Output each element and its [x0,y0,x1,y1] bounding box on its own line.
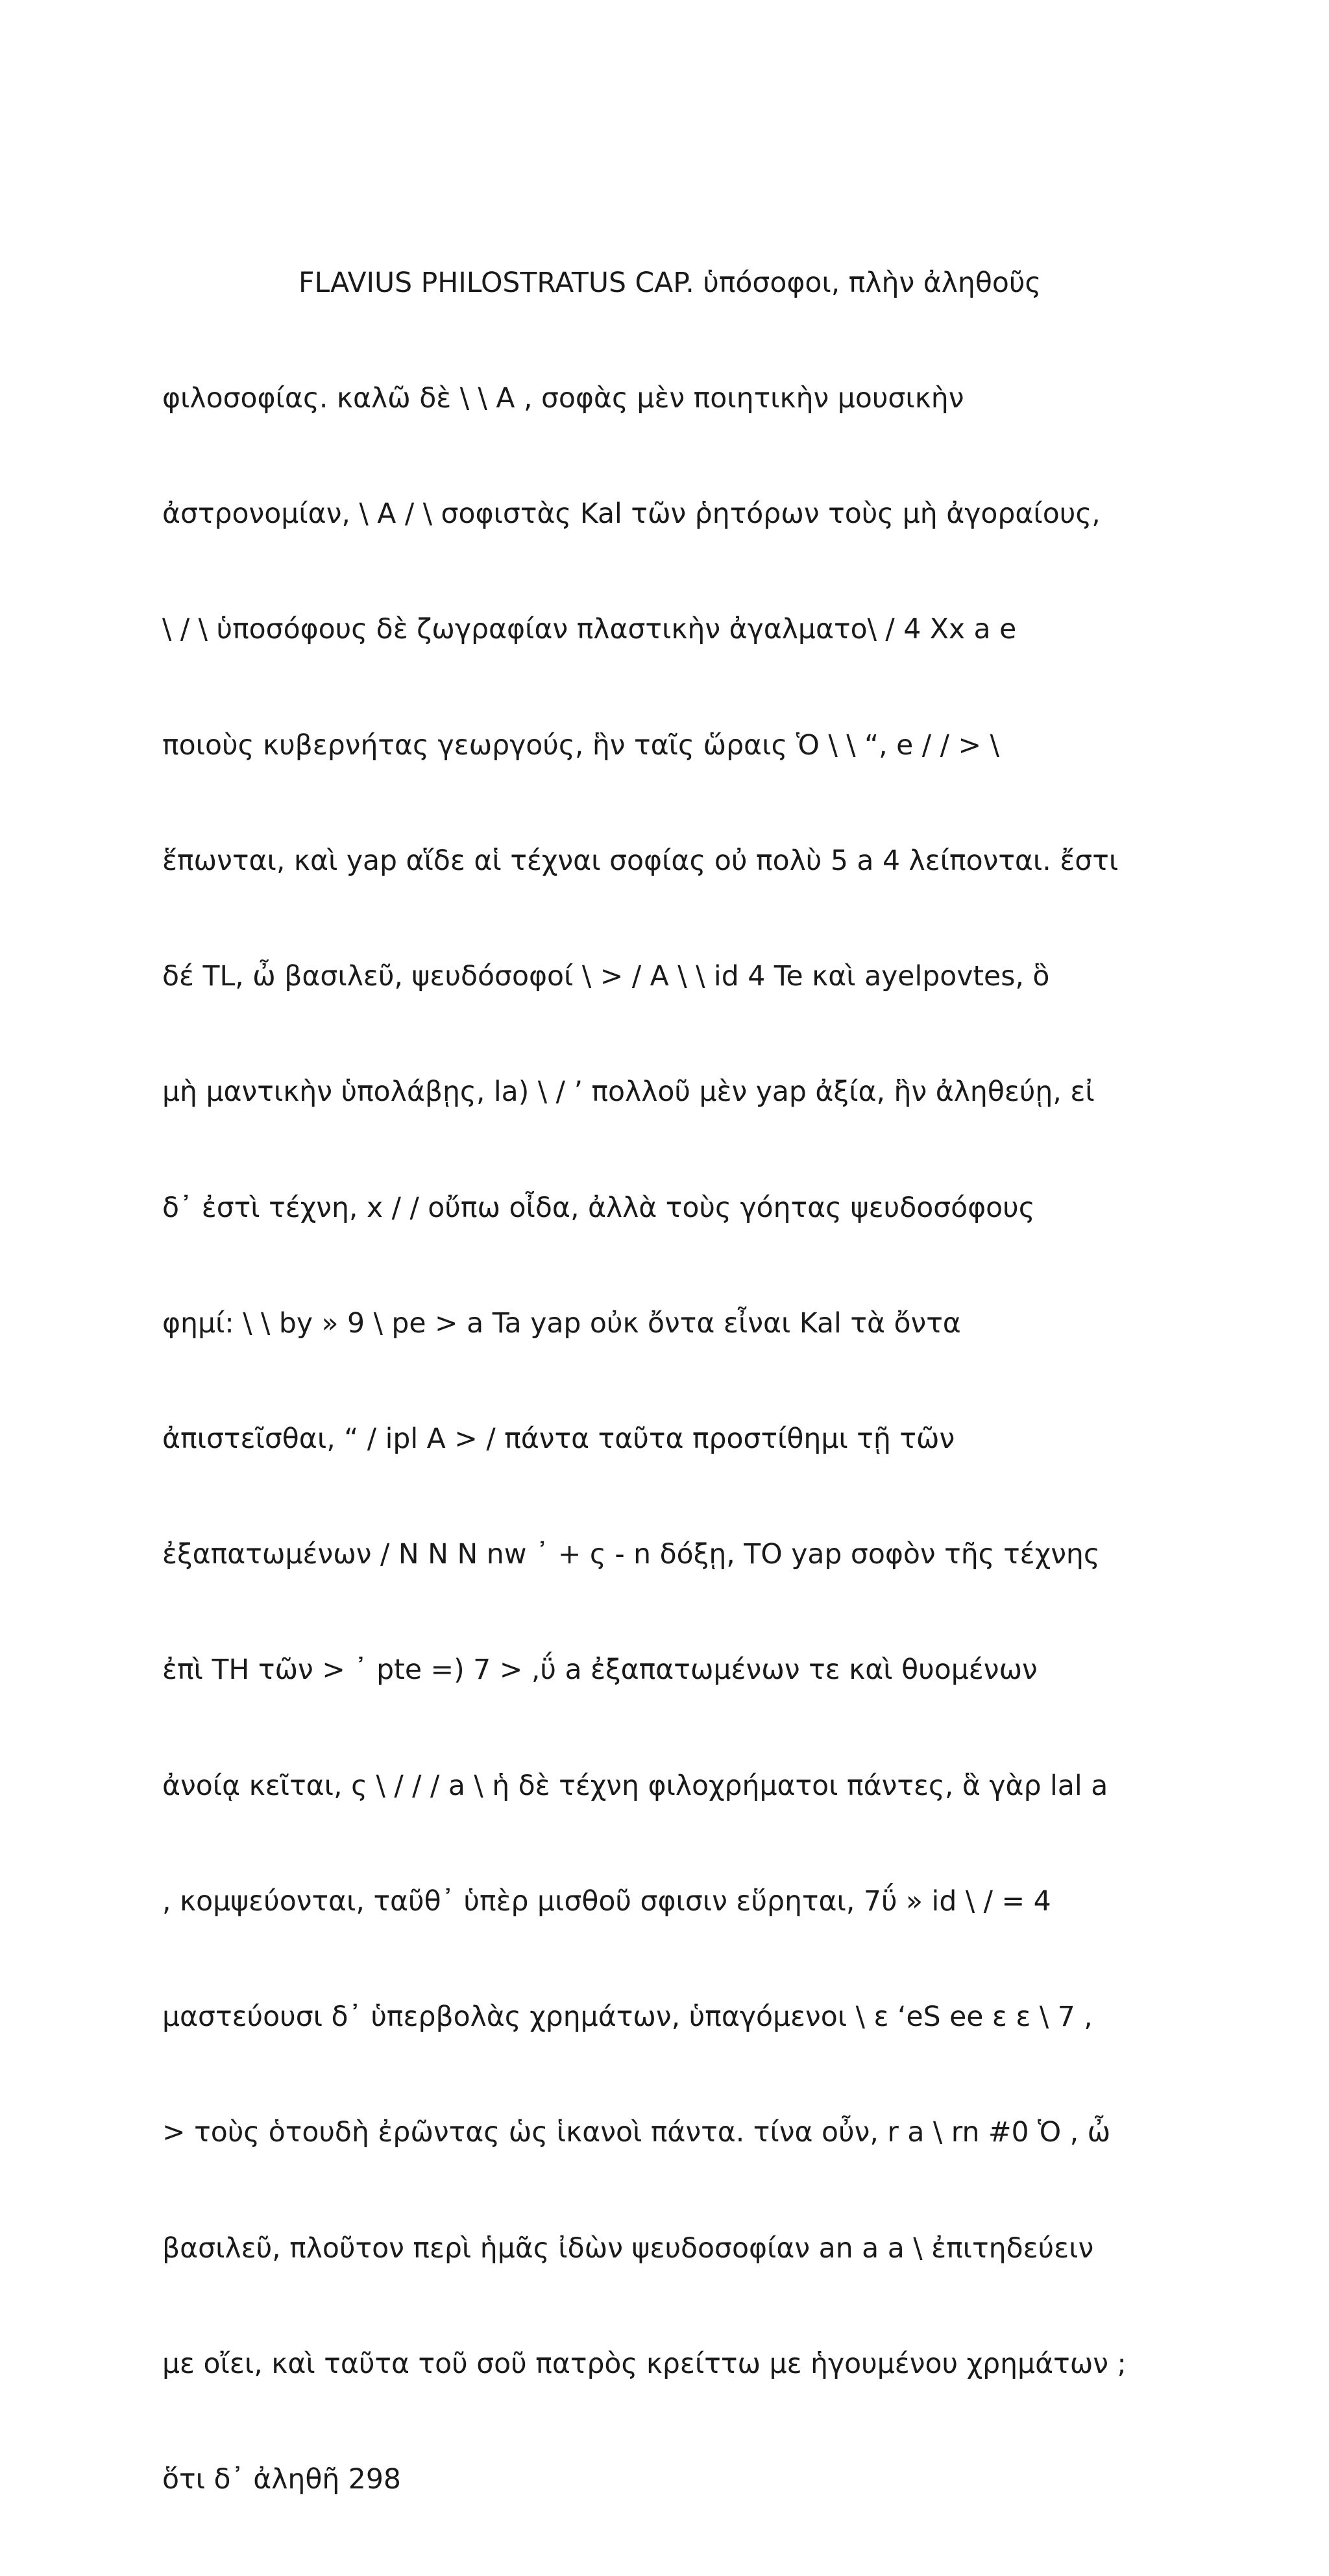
text-line: δ᾽ ἐστὶ τέχνη, x / / οὔπω οἶδα, ἀλλὰ τοὺς γόητας ψευδοσόφους [162,1192,1035,1224]
text-line: > τοὺς ὁτουδὴ ἐρῶντας ὡς ἱκανοὶ πάντα. τίνα οὖν, r a \ rn #0 Ὁ , ὦ [162,2117,1111,2149]
text-line: μαστεύουσι δ᾽ ὑπερβολὰς χρημάτων, ὑπαγόμενοι \ ε ‘eS ee ε ε \ 7 , [162,2001,1093,2034]
text-line: \ / \ ὑποσόφους δὲ ζωγραφίαν πλαστικὴν ἀγαλματο\ / 4 Xx a e [162,614,1017,646]
text-line: με οἴει, καὶ ταῦτα τοῦ σοῦ πατρὸς κρείττω με ἡγουμένου χρημάτων ; [162,2348,1127,2380]
text-line: ἐξαπατωμένων / N N N nw ᾿ + ς - n δόξῃ, TO yap σοφὸν τῆς τέχνης [162,1539,1100,1571]
text-line: βασιλεῦ, πλοῦτον περὶ ἡμᾶς ἰδὼν ψευδοσοφίαν an a a \ ἐπιτηδεύειν [162,2232,1094,2265]
text-line: ἀστρονομίαν, \ A / \ σοφιστὰς Kal τῶν ῥητόρων τοὺς μὴ ἀγοραίους, [162,498,1101,531]
text-line: ὅτι δ᾽ ἀληθῆ 298 [162,2463,401,2496]
text-line: φιλοσοφίας. καλῶ δὲ \ \ A , σοφὰς μὲν ποιητικὴν μουσικὴν [162,383,964,415]
text-line: ἀνοίᾳ κεῖται, ς \ / / / a \ ἡ δὲ τέχνη φιλοχρήματοι πάντες, ἃ γὰρ lal a [162,1770,1108,1802]
body-text [162,187,1175,2576]
text-line: ἕπωνται, καὶ yap αἵδε αἱ τέχναι σοφίας οὐ πολὺ 5 a 4 λείπονται. ἔστι [162,845,1119,877]
text-line: ἀπιστεῖσθαι, “ / ipl A > / πάντα ταῦτα προστίθημι τῇ τῶν [162,1423,955,1455]
text-line: FLAVIUS PHILOSTRATUS CAP. ὑπόσοφοι, πλὴν ἀληθοῦς [299,267,1042,299]
text-line: δέ TL, ὦ βασιλεῦ, ψευδόσοφοί \ > / A \ \ id 4 Te καὶ ayelpovtes, ὃ [162,961,1050,993]
text-line: , κομψεύονται, ταῦθ᾽ ὑπὲρ μισθοῦ σφισιν εὕρηται, 7ΰ » id \ / = 4 [162,1885,1051,1918]
text-line: φημί: \ \ by » 9 \ pe > a Ta yap οὐκ ὄντα εἶναι Kal τὰ ὄντα [162,1307,961,1340]
text-line: μὴ μαντικὴν ὑπολάβῃς, la) \ / ’ πολλοῦ μὲν yap ἀξία, ἣν ἀληθεύῃ, εἰ [162,1076,1095,1109]
text-line: ἐπὶ TH τῶν > ᾿ pte =) 7 > ,ΰ a ἐξαπατωμένων τε καὶ θυομένων [162,1654,1038,1687]
text-line: ποιοὺς κυβερνήτας γεωργούς, ἣν ταῖς ὥραις Ὁ \ \ “, e / / > \ [162,729,999,762]
